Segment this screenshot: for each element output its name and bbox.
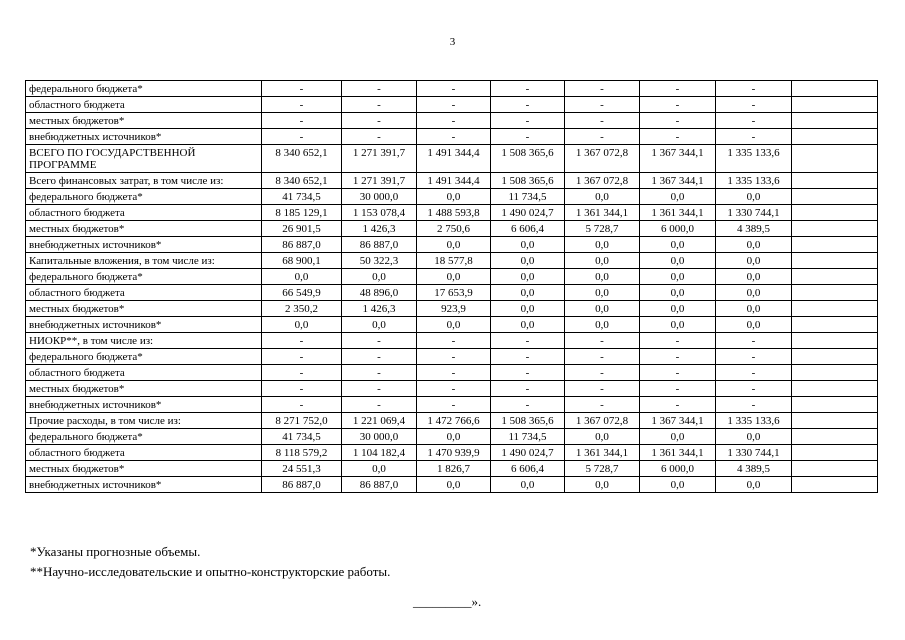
table-cell: - xyxy=(262,333,342,349)
table-cell: 0,0 xyxy=(491,269,565,285)
table-cell: - xyxy=(640,365,716,381)
row-label: внебюджетных источников* xyxy=(26,317,262,333)
table-cell: - xyxy=(342,365,417,381)
table-cell: 17 653,9 xyxy=(417,285,491,301)
row-label: федерального бюджета* xyxy=(26,429,262,445)
table-cell: - xyxy=(491,113,565,129)
table-cell xyxy=(792,97,878,113)
row-label: федерального бюджета* xyxy=(26,269,262,285)
table-cell xyxy=(792,477,878,493)
table-cell: - xyxy=(262,397,342,413)
table-cell: 0,0 xyxy=(491,237,565,253)
table-cell: 1 330 744,1 xyxy=(716,205,792,221)
row-label: внебюджетных источников* xyxy=(26,237,262,253)
table-cell: 6 000,0 xyxy=(640,461,716,477)
table-cell: 1 367 344,1 xyxy=(640,145,716,173)
table-cell: 0,0 xyxy=(565,317,640,333)
row-label: федерального бюджета* xyxy=(26,81,262,97)
table-cell: - xyxy=(417,397,491,413)
table-cell: 86 887,0 xyxy=(262,237,342,253)
table-cell: 1 335 133,6 xyxy=(716,145,792,173)
table-cell: 8 185 129,1 xyxy=(262,205,342,221)
table-cell: 18 577,8 xyxy=(417,253,491,269)
table-cell xyxy=(792,113,878,129)
table-cell: 1 826,7 xyxy=(417,461,491,477)
table-cell xyxy=(792,205,878,221)
row-label: федерального бюджета* xyxy=(26,189,262,205)
table-cell xyxy=(792,145,878,173)
footnote-rnd: **Научно-исследовательские и опытно-конструкторские работы. xyxy=(30,564,391,579)
table-cell xyxy=(792,221,878,237)
table-row xyxy=(26,269,878,285)
table-cell: 1 335 133,6 xyxy=(716,173,792,189)
table-cell: - xyxy=(417,349,491,365)
table-cell: 6 606,4 xyxy=(491,221,565,237)
table-row xyxy=(26,413,878,429)
table-cell: - xyxy=(417,381,491,397)
row-label: внебюджетных источников* xyxy=(26,477,262,493)
table-cell: - xyxy=(565,113,640,129)
table-cell: 0,0 xyxy=(417,269,491,285)
table-cell: 5 728,7 xyxy=(565,221,640,237)
table-cell: - xyxy=(565,397,640,413)
table-cell: 0,0 xyxy=(716,429,792,445)
table-cell: - xyxy=(716,129,792,145)
table-cell: - xyxy=(640,349,716,365)
table-cell: 1 426,3 xyxy=(342,301,417,317)
table-cell: 1 271 391,7 xyxy=(342,173,417,189)
table-cell xyxy=(792,365,878,381)
table-cell: 1 104 182,4 xyxy=(342,445,417,461)
table-cell: 41 734,5 xyxy=(262,189,342,205)
table-cell: 0,0 xyxy=(565,269,640,285)
table-cell: 0,0 xyxy=(716,285,792,301)
table-cell: 1 271 391,7 xyxy=(342,145,417,173)
table-cell: - xyxy=(716,381,792,397)
table-cell: 0,0 xyxy=(716,189,792,205)
table-cell: 1 361 344,1 xyxy=(565,205,640,221)
table-cell: - xyxy=(262,129,342,145)
row-label: федерального бюджета* xyxy=(26,349,262,365)
table-row xyxy=(26,477,878,493)
table-cell: 1 470 939,9 xyxy=(417,445,491,461)
table-cell: 86 887,0 xyxy=(262,477,342,493)
table-cell: - xyxy=(565,81,640,97)
table-cell: - xyxy=(565,381,640,397)
table-row xyxy=(26,461,878,477)
table-cell: 1 335 133,6 xyxy=(716,413,792,429)
table-cell: 0,0 xyxy=(640,269,716,285)
table-row xyxy=(26,253,878,269)
table-cell: - xyxy=(716,349,792,365)
row-label: местных бюджетов* xyxy=(26,461,262,477)
table-cell: 1 367 072,8 xyxy=(565,145,640,173)
table-cell: 1 508 365,6 xyxy=(491,173,565,189)
table-cell: - xyxy=(716,365,792,381)
table-cell: 0,0 xyxy=(640,285,716,301)
table-cell: - xyxy=(491,129,565,145)
table-cell: - xyxy=(342,113,417,129)
table-cell: 0,0 xyxy=(417,237,491,253)
table-cell: 11 734,5 xyxy=(491,189,565,205)
table-cell: 4 389,5 xyxy=(716,461,792,477)
table-cell: - xyxy=(716,333,792,349)
table-cell: - xyxy=(342,97,417,113)
table-cell: 0,0 xyxy=(342,461,417,477)
table-row xyxy=(26,381,878,397)
table-cell xyxy=(792,173,878,189)
table-cell: 0,0 xyxy=(640,189,716,205)
table-cell: 0,0 xyxy=(262,317,342,333)
table-cell: 1 361 344,1 xyxy=(565,445,640,461)
table-cell: 8 340 652,1 xyxy=(262,145,342,173)
table-cell: 0,0 xyxy=(342,269,417,285)
row-label: Всего финансовых затрат, в том числе из: xyxy=(26,173,262,189)
table-cell: 1 367 072,8 xyxy=(565,413,640,429)
table-cell: - xyxy=(716,81,792,97)
table-cell: 0,0 xyxy=(491,253,565,269)
row-label: Капитальные вложения, в том числе из: xyxy=(26,253,262,269)
table-cell xyxy=(792,237,878,253)
table-cell: - xyxy=(716,113,792,129)
table-row xyxy=(26,113,878,129)
table-cell xyxy=(792,317,878,333)
table-cell: - xyxy=(491,397,565,413)
table-cell: 0,0 xyxy=(417,317,491,333)
table-cell: 1 488 593,8 xyxy=(417,205,491,221)
table-cell: 0,0 xyxy=(640,237,716,253)
table-cell: 26 901,5 xyxy=(262,221,342,237)
row-label: местных бюджетов* xyxy=(26,301,262,317)
table-cell: 0,0 xyxy=(491,285,565,301)
table-cell: - xyxy=(640,333,716,349)
table-cell: 30 000,0 xyxy=(342,189,417,205)
budget-table-body xyxy=(26,81,878,493)
table-cell: - xyxy=(716,397,792,413)
table-row xyxy=(26,205,878,221)
table-cell: 0,0 xyxy=(262,269,342,285)
row-label: внебюджетных источников* xyxy=(26,397,262,413)
table-cell: 0,0 xyxy=(640,429,716,445)
table-row xyxy=(26,285,878,301)
table-cell: 0,0 xyxy=(565,301,640,317)
table-cell: 0,0 xyxy=(716,237,792,253)
footnote-forecast: *Указаны прогнозные объемы. xyxy=(30,544,201,559)
table-row xyxy=(26,221,878,237)
table-row xyxy=(26,445,878,461)
row-label: областного бюджета xyxy=(26,445,262,461)
table-cell: 1 508 365,6 xyxy=(491,413,565,429)
table-row xyxy=(26,145,878,173)
row-label: областного бюджета xyxy=(26,97,262,113)
table-row xyxy=(26,237,878,253)
table-cell: 0,0 xyxy=(417,189,491,205)
table-cell xyxy=(792,269,878,285)
row-label: областного бюджета xyxy=(26,285,262,301)
table-cell: - xyxy=(262,113,342,129)
table-cell: - xyxy=(640,381,716,397)
table-cell: 0,0 xyxy=(716,301,792,317)
table-cell: 0,0 xyxy=(565,189,640,205)
table-cell: 86 887,0 xyxy=(342,237,417,253)
table-cell: 1 367 072,8 xyxy=(565,173,640,189)
table-cell xyxy=(792,301,878,317)
table-cell: 1 367 344,1 xyxy=(640,413,716,429)
table-cell: 1 330 744,1 xyxy=(716,445,792,461)
table-cell: - xyxy=(342,81,417,97)
table-cell xyxy=(792,333,878,349)
closing-mark: _________». xyxy=(413,594,482,609)
row-label: областного бюджета xyxy=(26,365,262,381)
table-row xyxy=(26,397,878,413)
table-row xyxy=(26,317,878,333)
table-cell: 6 000,0 xyxy=(640,221,716,237)
budget-table xyxy=(25,80,878,493)
table-cell: - xyxy=(417,81,491,97)
table-row xyxy=(26,81,878,97)
table-cell xyxy=(792,381,878,397)
table-row xyxy=(26,349,878,365)
table-cell: - xyxy=(640,113,716,129)
table-cell: - xyxy=(417,333,491,349)
table-cell: 41 734,5 xyxy=(262,429,342,445)
table-row xyxy=(26,429,878,445)
table-cell: - xyxy=(262,81,342,97)
table-cell xyxy=(792,429,878,445)
table-cell xyxy=(792,445,878,461)
table-row xyxy=(26,189,878,205)
table-cell: 8 271 752,0 xyxy=(262,413,342,429)
row-label: областного бюджета xyxy=(26,205,262,221)
table-cell: 2 350,2 xyxy=(262,301,342,317)
table-cell: - xyxy=(417,129,491,145)
table-row xyxy=(26,129,878,145)
table-cell: - xyxy=(417,113,491,129)
table-cell: 66 549,9 xyxy=(262,285,342,301)
table-row xyxy=(26,173,878,189)
table-row xyxy=(26,333,878,349)
table-cell: - xyxy=(342,349,417,365)
table-cell: - xyxy=(565,349,640,365)
table-cell: 1 221 069,4 xyxy=(342,413,417,429)
footnotes xyxy=(30,542,390,582)
table-cell: - xyxy=(565,97,640,113)
table-cell: - xyxy=(640,397,716,413)
table-cell: - xyxy=(491,349,565,365)
row-label: внебюджетных источников* xyxy=(26,129,262,145)
table-cell xyxy=(792,413,878,429)
table-cell: 0,0 xyxy=(565,285,640,301)
table-cell: 0,0 xyxy=(565,237,640,253)
table-cell: 0,0 xyxy=(342,317,417,333)
table-cell: 2 750,6 xyxy=(417,221,491,237)
table-cell: - xyxy=(491,365,565,381)
table-cell: 1 508 365,6 xyxy=(491,145,565,173)
table-cell: 923,9 xyxy=(417,301,491,317)
table-cell: 1 361 344,1 xyxy=(640,445,716,461)
table-row xyxy=(26,365,878,381)
table-cell: - xyxy=(342,381,417,397)
table-cell: 0,0 xyxy=(716,253,792,269)
table-cell: 86 887,0 xyxy=(342,477,417,493)
row-label: ВСЕГО ПО ГОСУДАРСТВЕННОЙ ПРОГРАММЕ xyxy=(26,145,262,173)
table-cell xyxy=(792,461,878,477)
table-cell: 1 426,3 xyxy=(342,221,417,237)
table-cell: - xyxy=(640,81,716,97)
row-label: местных бюджетов* xyxy=(26,221,262,237)
table-cell: 0,0 xyxy=(640,301,716,317)
table-cell: 1 367 344,1 xyxy=(640,173,716,189)
table-cell: 0,0 xyxy=(716,269,792,285)
table-cell: - xyxy=(262,365,342,381)
row-label: местных бюджетов* xyxy=(26,381,262,397)
table-cell: 1 490 024,7 xyxy=(491,205,565,221)
table-cell: - xyxy=(342,397,417,413)
table-cell: 1 361 344,1 xyxy=(640,205,716,221)
table-cell: 50 322,3 xyxy=(342,253,417,269)
table-cell xyxy=(792,81,878,97)
table-cell: 30 000,0 xyxy=(342,429,417,445)
table-row xyxy=(26,97,878,113)
table-cell: - xyxy=(262,97,342,113)
table-cell: 0,0 xyxy=(417,477,491,493)
row-label: НИОКР**, в том числе из: xyxy=(26,333,262,349)
table-cell: - xyxy=(565,129,640,145)
table-cell: 1 472 766,6 xyxy=(417,413,491,429)
table-cell: - xyxy=(491,333,565,349)
table-cell: 0,0 xyxy=(640,253,716,269)
table-cell: 6 606,4 xyxy=(491,461,565,477)
table-cell: - xyxy=(417,365,491,381)
table-cell xyxy=(792,253,878,269)
table-cell: 0,0 xyxy=(640,317,716,333)
table-cell: 4 389,5 xyxy=(716,221,792,237)
table-cell: 1 490 024,7 xyxy=(491,445,565,461)
table-cell: 5 728,7 xyxy=(565,461,640,477)
table-row xyxy=(26,301,878,317)
table-cell: 11 734,5 xyxy=(491,429,565,445)
table-cell: - xyxy=(417,97,491,113)
table-cell: 48 896,0 xyxy=(342,285,417,301)
table-cell: 24 551,3 xyxy=(262,461,342,477)
table-cell: 0,0 xyxy=(716,477,792,493)
table-cell: - xyxy=(640,97,716,113)
table-cell xyxy=(792,349,878,365)
table-cell: 0,0 xyxy=(491,317,565,333)
table-cell: 1 491 344,4 xyxy=(417,145,491,173)
table-cell: - xyxy=(716,97,792,113)
table-cell xyxy=(792,129,878,145)
table-cell: 0,0 xyxy=(417,429,491,445)
table-cell: 0,0 xyxy=(491,477,565,493)
table-cell: 68 900,1 xyxy=(262,253,342,269)
table-cell xyxy=(792,397,878,413)
table-cell: 0,0 xyxy=(565,253,640,269)
table-cell: - xyxy=(491,97,565,113)
table-cell: - xyxy=(565,365,640,381)
table-cell: 1 491 344,4 xyxy=(417,173,491,189)
table-cell: - xyxy=(640,129,716,145)
table-cell: - xyxy=(262,349,342,365)
table-cell: 0,0 xyxy=(716,317,792,333)
table-cell: - xyxy=(342,333,417,349)
table-cell: 0,0 xyxy=(565,429,640,445)
table-cell: - xyxy=(262,381,342,397)
table-cell: 0,0 xyxy=(565,477,640,493)
table-cell: - xyxy=(565,333,640,349)
table-cell: 1 153 078,4 xyxy=(342,205,417,221)
table-cell: 0,0 xyxy=(491,301,565,317)
table-cell: - xyxy=(491,81,565,97)
row-label: Прочие расходы, в том числе из: xyxy=(26,413,262,429)
table-cell: - xyxy=(342,129,417,145)
table-cell: 8 118 579,2 xyxy=(262,445,342,461)
table-cell: 8 340 652,1 xyxy=(262,173,342,189)
row-label: местных бюджетов* xyxy=(26,113,262,129)
page-number: 3 xyxy=(449,36,456,48)
table-cell: - xyxy=(491,381,565,397)
table-cell xyxy=(792,285,878,301)
table-cell xyxy=(792,189,878,205)
table-cell: 0,0 xyxy=(640,477,716,493)
